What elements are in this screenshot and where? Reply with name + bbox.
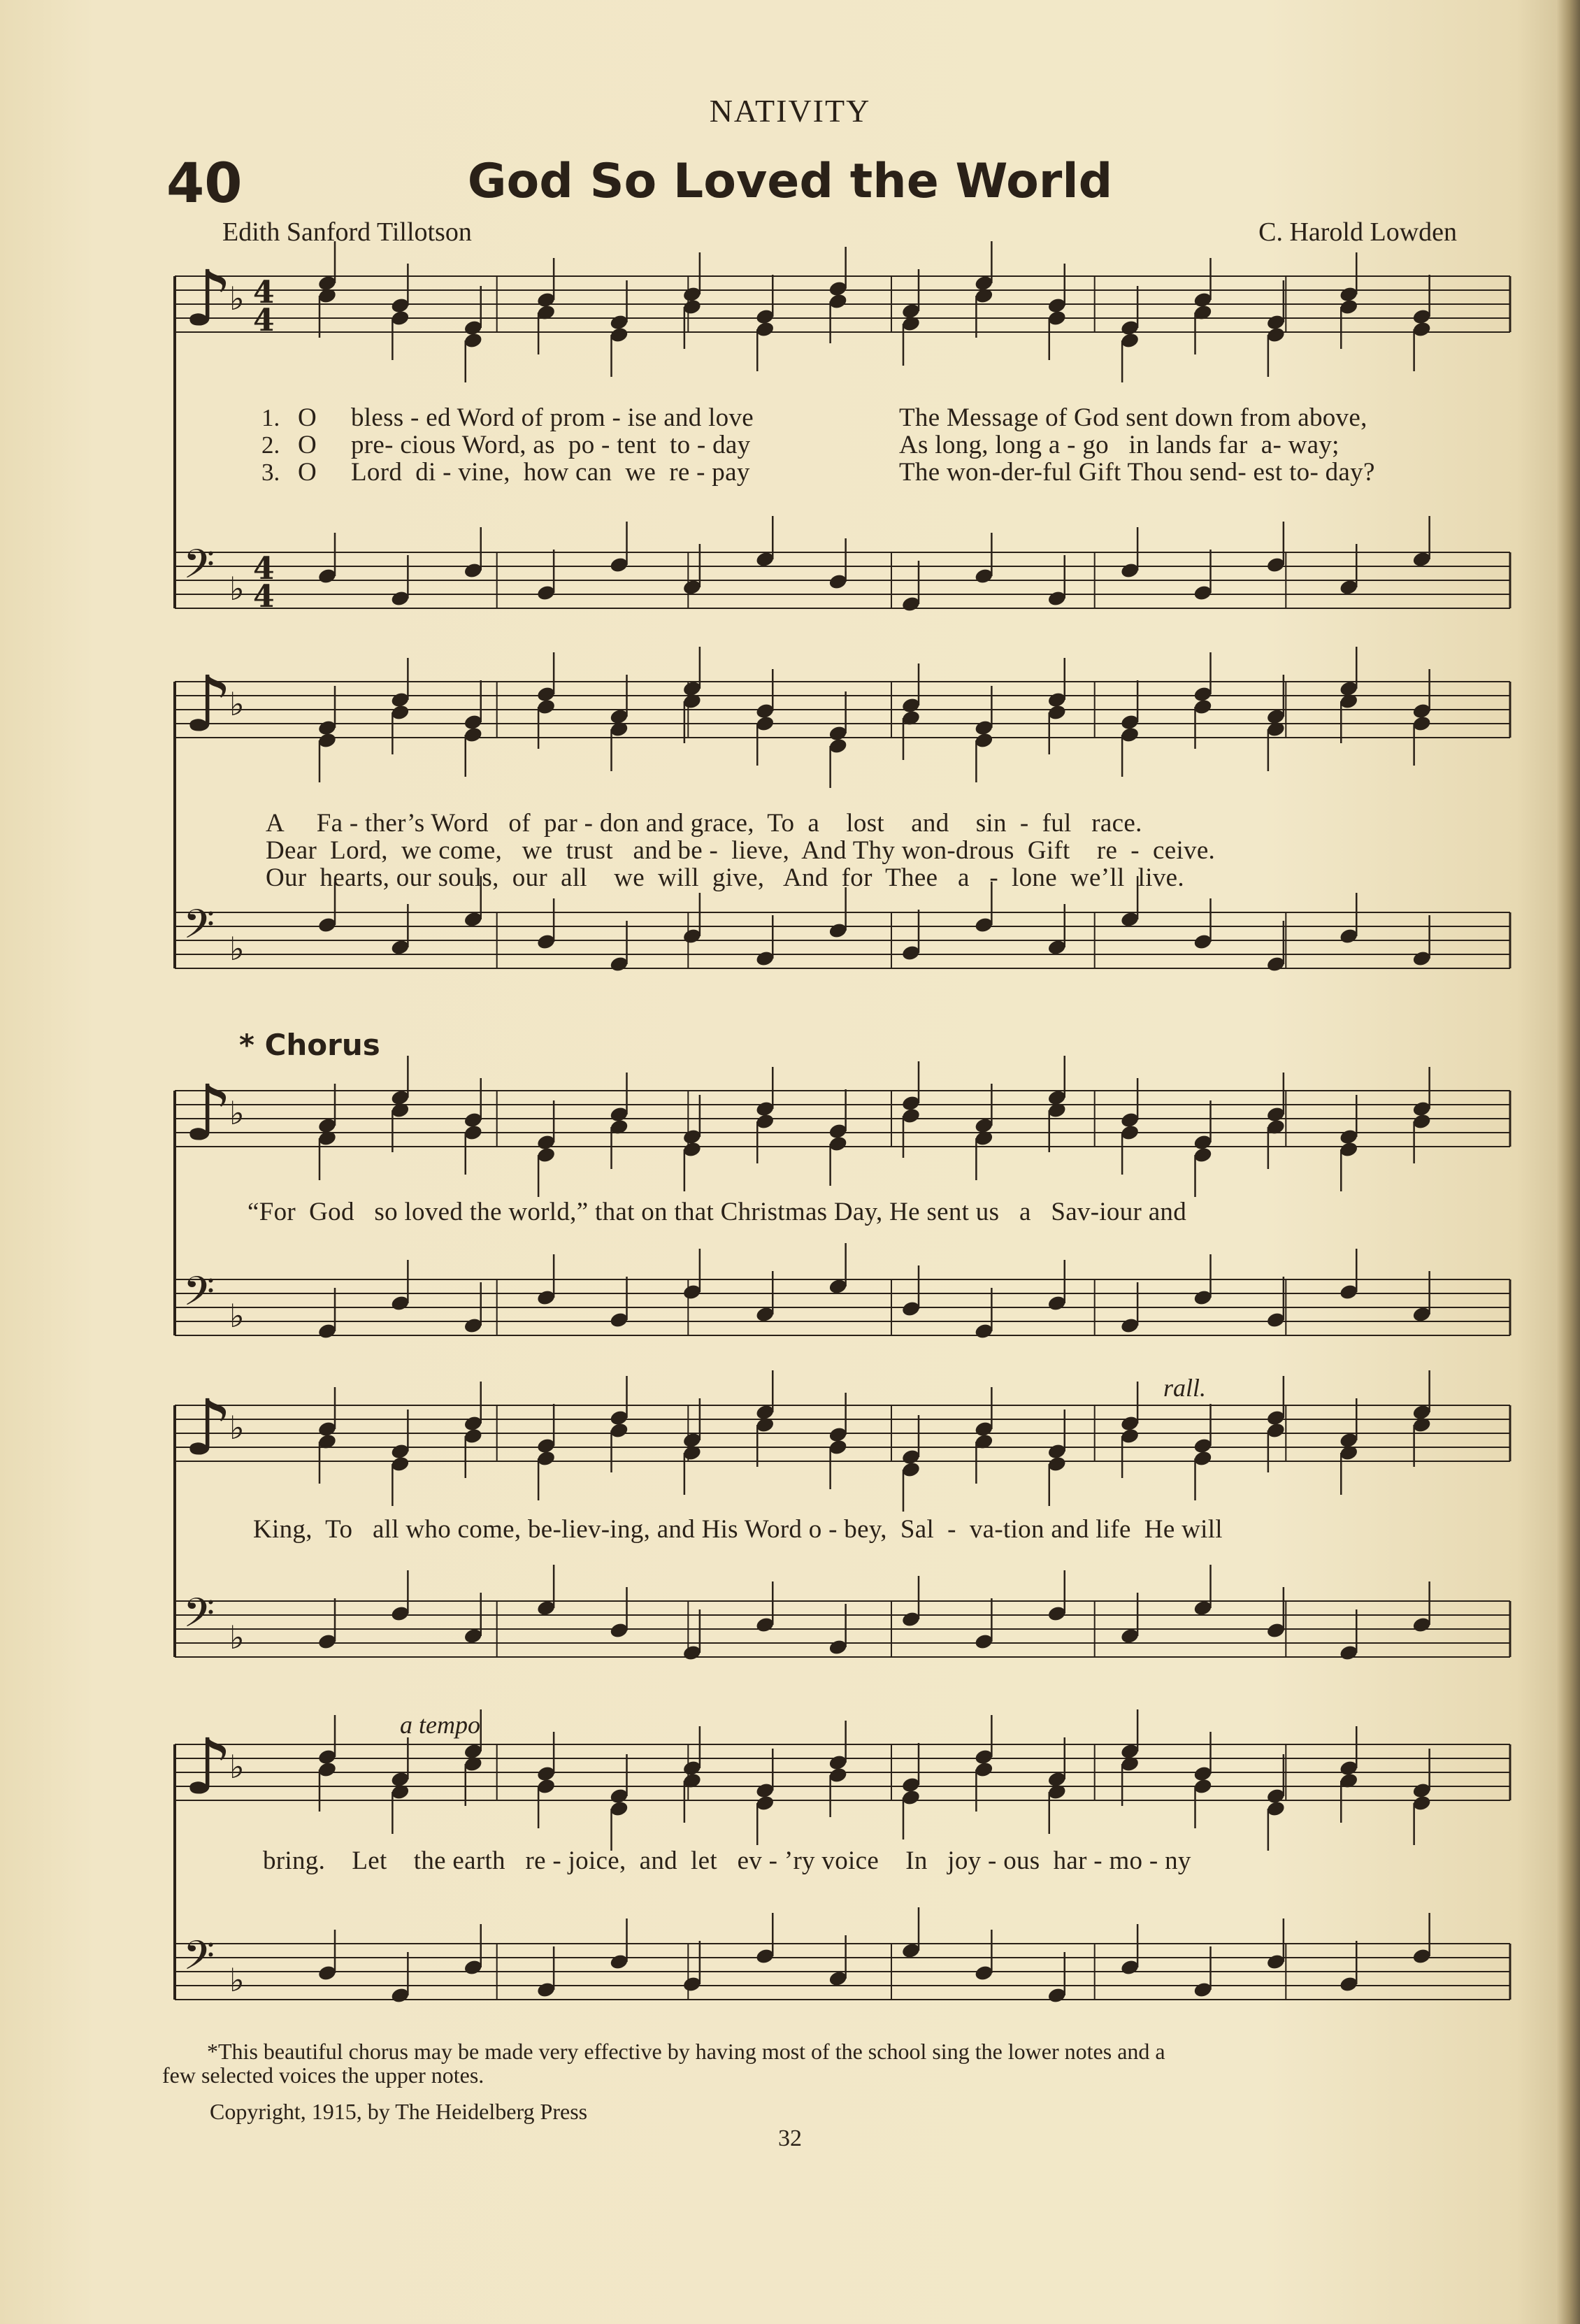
- key-flat: ♭: [229, 1094, 245, 1132]
- composer-credit: C. Harold Lowden: [1258, 217, 1457, 247]
- copyright-notice: Copyright, 1915, by The Heidelberg Press: [210, 2099, 588, 2124]
- chorus-lyric-1: “For God so loved the world,” that on that Christmas Day, He sent us a Sav-iour and: [247, 1198, 1187, 1226]
- lyric-v2-l1-b: pre- cious Word, as po - tent to - day: [351, 431, 751, 459]
- time-sig-bottom: 4: [253, 579, 275, 615]
- lyric-v2-l1-c: As long, long a - go in lands far a- way;: [899, 431, 1340, 459]
- lyric-v1-l2: A Fa - ther’s Word of par - don and grace, To a lost and sin - ful race.: [266, 809, 1142, 838]
- key-flat: ♭: [229, 1619, 245, 1656]
- a-tempo-marking: a tempo: [400, 1711, 480, 1739]
- hymn-number: 40: [166, 152, 243, 215]
- verse-number-1: 1.: [261, 404, 280, 431]
- key-flat: ♭: [229, 1409, 245, 1447]
- time-sig-top: 4: [253, 275, 275, 310]
- bass-clef: 𝄢: [183, 540, 215, 598]
- author-credit: Edith Sanford Tillotson: [222, 217, 472, 247]
- lyric-v3-l2: Our hearts, our souls, our all we will give, And for Thee a - lone we’ll live.: [266, 863, 1184, 892]
- chorus-lyric-3: bring. Let the earth re - joice, and let ev - ’ry voice In joy - ous har - mo - ny: [263, 1846, 1191, 1875]
- treble-clef: ♪: [183, 1383, 233, 1472]
- lyric-v1-l1-b: bless - ed Word of prom - ise and love: [351, 403, 754, 432]
- key-flat: ♭: [229, 685, 245, 723]
- key-flat: ♭: [229, 930, 245, 968]
- verse-number-3: 3.: [261, 459, 280, 486]
- footnote-line-1: *This beautiful chorus may be made very effective by having most of the school sing the lower notes and a: [207, 2039, 1165, 2064]
- lyric-v2-l2: Dear Lord, we come, we trust and be - lieve, And Thy won-drous Gift re - ceive.: [266, 836, 1216, 865]
- treble-clef: ♪: [183, 254, 233, 343]
- key-flat: ♭: [229, 1748, 245, 1786]
- footnote-line-2: few selected voices the upper notes.: [162, 2063, 484, 2088]
- lyric-v3-l1-c: The won-der-ful Gift Thou send- est to- day?: [899, 458, 1375, 487]
- lyric-v3-l1-a: O: [298, 458, 317, 487]
- treble-clef: ♪: [183, 1722, 233, 1812]
- bass-clef: 𝄢: [183, 1589, 215, 1647]
- time-sig-top: 4: [253, 551, 275, 587]
- chorus-lyric-2: King, To all who come, be-liev-ing, and His Word o - bey, Sal - va-tion and life He will: [253, 1515, 1223, 1544]
- bass-clef: 𝄢: [183, 901, 215, 958]
- rall-marking: rall.: [1163, 1374, 1207, 1402]
- lyric-v2-l1-a: O: [298, 431, 317, 459]
- time-sig-bottom: 4: [253, 303, 275, 338]
- chorus-heading: * Chorus: [239, 1028, 380, 1062]
- key-flat: ♭: [229, 1297, 245, 1335]
- verse-number-2: 2.: [261, 431, 280, 459]
- treble-clef: ♪: [183, 659, 233, 749]
- section-heading: NATIVITY: [709, 93, 871, 129]
- bass-clef: 𝄢: [183, 1932, 215, 1989]
- key-flat: ♭: [229, 280, 245, 317]
- hymn-title: God So Loved the World: [467, 154, 1113, 209]
- key-flat: ♭: [229, 1961, 245, 1999]
- key-flat: ♭: [229, 570, 245, 608]
- lyric-v1-l1-c: The Message of God sent down from above,: [899, 403, 1367, 432]
- treble-clef: ♪: [183, 1068, 233, 1158]
- lyric-v1-l1-a: O: [298, 403, 317, 432]
- bass-clef: 𝄢: [183, 1268, 215, 1325]
- page-number: 32: [778, 2125, 802, 2151]
- lyric-v3-l1-b: Lord di - vine, how can we re - pay: [351, 458, 750, 487]
